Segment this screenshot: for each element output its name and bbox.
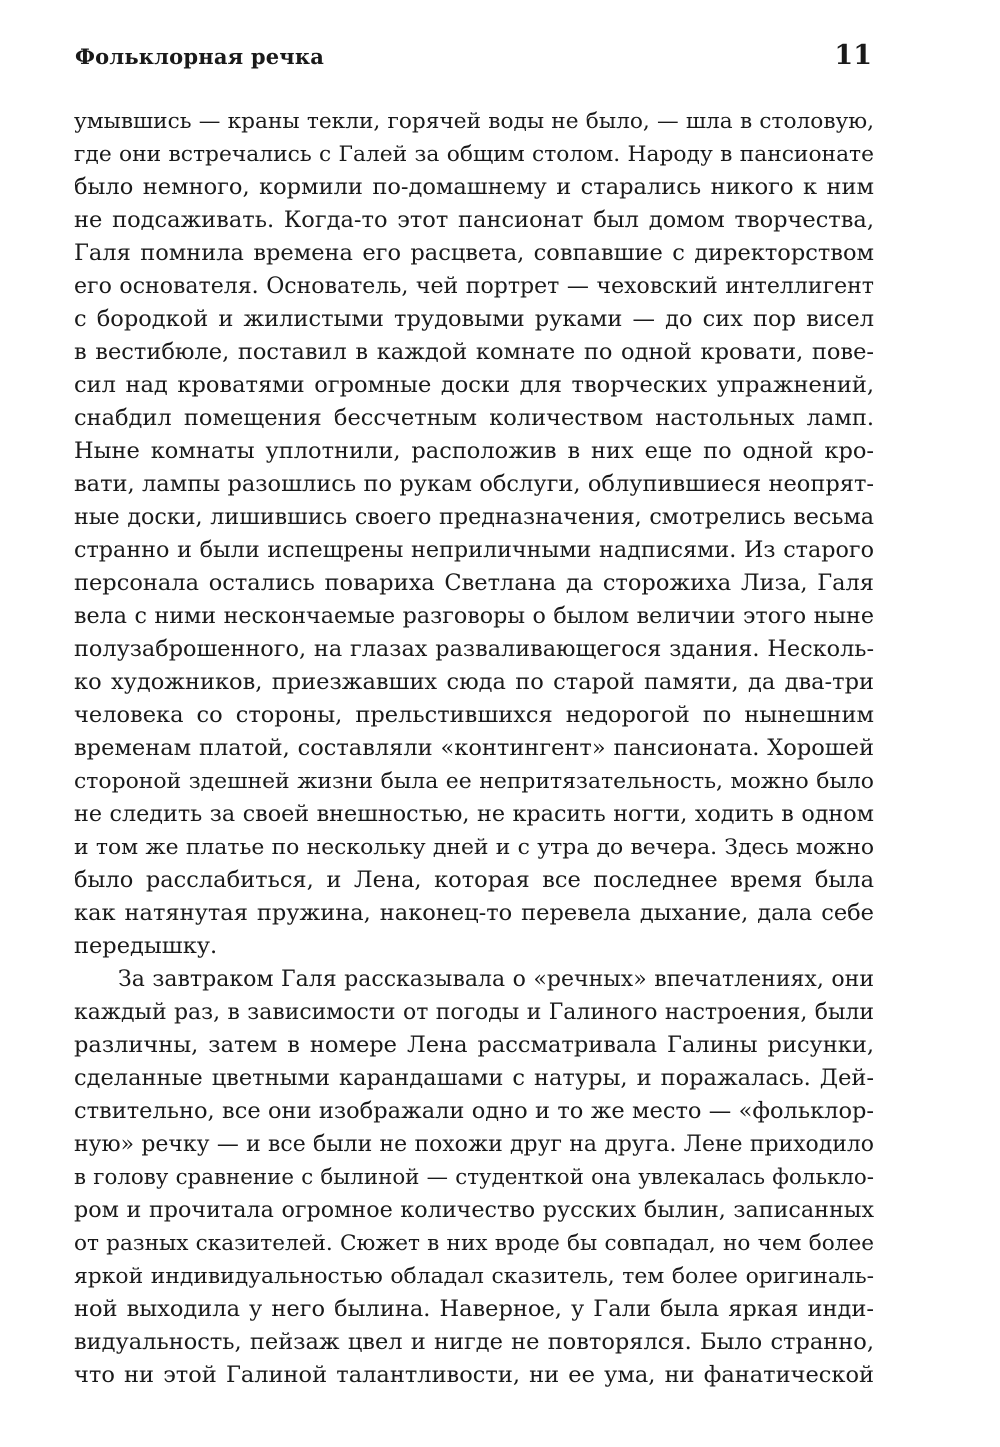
body-text	[74, 105, 874, 1392]
text-line: яркой индивидуальностью обладал сказитель, тем более оригиналь-	[74, 1264, 874, 1289]
text-line: различны, затем в номере Лена рассматривала Галины рисунки,	[74, 1032, 874, 1058]
text-line: в голову сравнение с былиной — студенткой она увлекалась фолькло-	[74, 1165, 874, 1190]
text-line: временам платой, составляли «контингент» пансионата. Хорошей	[74, 735, 874, 761]
paragraph-end-line: передышку.	[74, 933, 218, 959]
text-line: не подсаживать. Когда-то этот пансионат был домом творчества,	[74, 207, 874, 233]
text-line: странно и были испещрены неприличными надписями. Из старого	[74, 537, 874, 563]
text-line: ром и прочитала огромное количество русских былин, записанных	[74, 1197, 874, 1223]
text-line: как натянутая пружина, наконец-то перевела дыхание, дала себе	[74, 900, 874, 926]
text-line: сделанные цветными карандашами с натуры, и поражалась. Дей-	[74, 1065, 874, 1091]
text-line: с бородкой и жилистыми трудовыми руками — до сих пор висел	[74, 306, 874, 332]
text-line: умывшись — краны текли, горячей воды не было, — шла в столовую,	[74, 109, 874, 134]
text-line: ную» речку — и все были не похожи друг на друга. Лене приходило	[74, 1132, 874, 1157]
text-line: персонала остались повариха Светлана да сторожиха Лиза, Галя	[74, 570, 874, 596]
text-line: человека со стороны, прельстившихся недорогой по нынешним	[74, 702, 874, 728]
running-title: Фольклорная речка	[75, 44, 325, 69]
text-line: стороной здешней жизни была ее непритязательность, можно было	[74, 769, 874, 794]
text-line: ствительно, все они изображали одно и то же место — «фольклор-	[74, 1098, 874, 1124]
paragraph-first-line: За завтраком Галя рассказывала о «речных» впечатлениях, они	[118, 967, 874, 992]
text-line: сил над кроватями огромные доски для творческих упражнений,	[74, 372, 874, 398]
text-line: не следить за своей внешностью, не красить ногти, ходить в одном	[74, 801, 874, 827]
text-line: каждый раз, в зависимости от погоды и Галиного настроения, были	[74, 1000, 874, 1025]
text-line: полузаброшенного, на глазах разваливающегося здания. Несколь-	[74, 636, 874, 662]
text-line: видуальность, пейзаж цвел и нигде не повторялся. Было странно,	[74, 1329, 874, 1355]
page-number: 11	[834, 40, 872, 71]
text-line: ко художников, приезжавших сюда по старой памяти, да два-три	[74, 669, 874, 695]
text-line: где они встречались с Галей за общим столом. Народу в пансионате	[74, 142, 874, 167]
text-line: вати, лампы разошлись по рукам обслуги, облупившиеся неопрят-	[74, 471, 874, 497]
text-line: в вестибюле, поставил в каждой комнате по одной кровати, пове-	[74, 339, 874, 365]
text-line: что ни этой Галиной талантливости, ни ее ума, ни фанатической	[74, 1362, 874, 1388]
text-line: ной выходила у него былина. Наверное, у Гали была яркая инди-	[74, 1296, 874, 1322]
text-line: было расслабиться, и Лена, которая все последнее время была	[74, 867, 874, 893]
text-line: вела с ними нескончаемые разговоры о былом величии этого ныне	[74, 603, 874, 629]
text-line: и том же платье по нескольку дней и с утра до вечера. Здесь можно	[74, 835, 874, 860]
text-line: Галя помнила времена его расцвета, совпавшие с директорством	[74, 240, 874, 266]
text-line: снабдил помещения бессчетным количеством настольных ламп.	[74, 405, 874, 431]
text-line: его основателя. Основатель, чей портрет — чеховский интеллигент	[74, 274, 874, 299]
text-line: ные доски, лишившись своего предназначения, смотрелись весьма	[74, 504, 874, 530]
text-line: от разных сказителей. Сюжет в них вроде бы совпадал, но чем более	[74, 1231, 874, 1256]
text-line: было немного, кормили по-домашнему и старались никого к ним	[74, 174, 874, 200]
text-line: Ныне комнаты уплотнили, расположив в них еще по одной кро-	[74, 438, 874, 464]
